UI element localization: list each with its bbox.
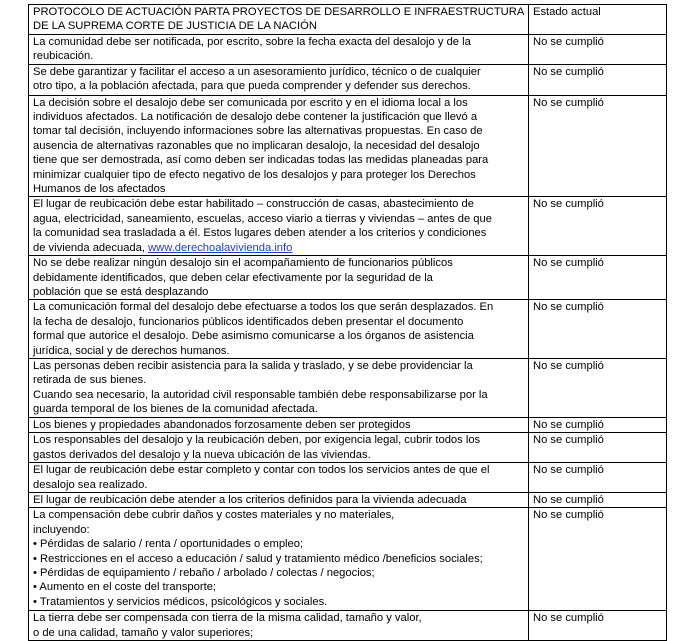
- protocol-compliance-table: [28, 4, 667, 641]
- requirement-line: o de una calidad, tamaño y valor superiores;: [33, 626, 254, 639]
- requirement-line: retirada de sus bienes.: [33, 374, 147, 387]
- status-cell: No se cumplió: [529, 95, 667, 197]
- requirement-cell: [29, 64, 529, 95]
- requirement-line: la fecha de desalojo, funcionarios públicos identificados deben presentar el documento: [33, 315, 464, 328]
- status-cell: No se cumplió: [529, 463, 667, 493]
- requirement-line: gastos derivados del desalojo y la nueva ubicación de las viviendas.: [33, 448, 371, 461]
- table-row: [29, 64, 667, 95]
- requirement-line: [33, 241, 525, 255]
- status-cell: No se cumplió: [529, 433, 667, 463]
- requirement-line: tiene que ser demostrada, así como deben ser indicadas todas las medidas planeadas para: [33, 154, 489, 167]
- requirement-cell: [29, 95, 529, 197]
- requirement-cell: [29, 197, 529, 256]
- requirement-line: La comunicación formal del desalojo debe efectuarse a todos los que serán desplazados. En: [33, 301, 494, 314]
- requirement-line: incluyendo:: [33, 523, 90, 536]
- status-cell: No se cumplió: [529, 64, 667, 95]
- requirement-line: La tierra debe ser compensada con tierra de la misma calidad, tamaño y valor,: [33, 612, 422, 625]
- requirement-cell: [29, 508, 529, 611]
- requirement-line: La compensación debe cubrir daños y costes materiales y no materiales,: [33, 509, 395, 522]
- requirement-line: población que se está desplazando: [33, 285, 209, 298]
- header-protocol-title: [29, 5, 529, 35]
- requirement-cell: [29, 34, 529, 64]
- requirement-line: No se debe realizar ningún desalojo sin el acompañamiento de funcionarios públicos: [33, 257, 453, 270]
- requirement-line: individuos afectados. La notificación de desalojo debe contener la justificación que llevó a: [33, 111, 478, 124]
- header-title-line: PROTOCOLO DE ACTUACIÓN PARTA PROYECTOS DE DESARROLLO E INFRAESTRUCTURA: [33, 6, 525, 18]
- requirement-line: El lugar de reubicación debe atender a los criterios definidos para la vivienda adecuada: [33, 493, 467, 506]
- requirement-line: guarda temporal de los bienes de la comunidad afectada.: [33, 403, 318, 416]
- table-row: [29, 492, 667, 507]
- requirement-line: agua, electricidad, saneamiento, escuelas, acceso viario a tierras y viviendas – antes de que: [33, 212, 492, 225]
- requirement-line: otro tipo, a la población afectada, para que pueda comprender y defender sus derechos.: [33, 80, 471, 93]
- requirement-line: Humanos de los afectados: [33, 183, 166, 196]
- requirement-line: El lugar de reubicación debe estar habilitado – construcción de casas, abastecimiento de: [33, 198, 474, 211]
- status-cell: No se cumplió: [529, 358, 667, 417]
- derechoalavivienda-link[interactable]: www.derechoalavivienda.info: [148, 241, 293, 254]
- compensation-bullet-item: • Tratamientos y servicios médicos, psicológicos y sociales.: [33, 595, 328, 608]
- table-header-row: [29, 5, 667, 35]
- table-row: [29, 95, 667, 197]
- table-row: [29, 300, 667, 359]
- requirement-line: debidamente identificados, que deben celar efectivamente por la seguridad de la: [33, 271, 433, 284]
- status-cell: No se cumplió: [529, 256, 667, 300]
- table-row: [29, 611, 667, 641]
- requirement-cell: [29, 300, 529, 359]
- requirement-line: formal que autorice el desalojo. Debe asimismo comunicarse a los órganos de asistencia: [33, 330, 474, 343]
- requirement-line: Las personas deben recibir asistencia para la salida y traslado, y se debe providenciar la: [33, 359, 473, 372]
- compensation-bullet-item: • Pérdidas de salario / renta / oportunidades o empleo;: [33, 538, 304, 551]
- header-title-line: DE LA SUPREMA CORTE DE JUSTICIA DE LA NACIÓN: [33, 20, 317, 33]
- requirement-line: tomar tal decisión, incluyendo informaciones sobre las alternativas propuestas. En caso de: [33, 125, 483, 138]
- header-status-column: Estado actual: [529, 5, 667, 35]
- table-row: [29, 358, 667, 417]
- table-row: [29, 463, 667, 493]
- requirement-line: La decisión sobre el desalojo debe ser comunicada por escrito y en el idioma local a los: [33, 96, 468, 109]
- requirement-line-prefix: de vivienda adecuada,: [33, 241, 149, 254]
- requirement-cell: [29, 417, 529, 432]
- requirement-line: El lugar de reubicación debe estar completo y contar con todos los servicios antes de que el: [33, 464, 490, 477]
- requirement-line: minimizar cualquier tipo de efecto negativo de los desalojos y para proteger los Derechos: [33, 168, 476, 181]
- requirement-cell: [29, 256, 529, 300]
- compensation-bullet-item: • Restricciones en el acceso a educación / salud y tratamiento médico /beneficios sociales;: [33, 552, 483, 565]
- table-row: [29, 256, 667, 300]
- compensation-bullet-item: • Aumento en el coste del transporte;: [33, 581, 217, 594]
- requirement-cell: [29, 463, 529, 493]
- table-row: [29, 417, 667, 432]
- status-cell: No se cumplió: [529, 197, 667, 256]
- requirement-cell: [29, 611, 529, 641]
- requirement-cell: [29, 433, 529, 463]
- requirement-line: Se debe garantizar y facilitar el acceso a un asesoramiento jurídico, técnico o de cualquier: [33, 65, 481, 78]
- requirement-line: la comunidad sea trasladada a él. Estos lugares deben atender a los criterios y condiciones: [33, 227, 487, 240]
- status-cell: No se cumplió: [529, 34, 667, 64]
- requirement-line: reubicación.: [33, 50, 94, 63]
- requirement-line: ausencia de alternativas razonables que no implicaran desalojo, la necesidad del desalojo: [33, 139, 480, 152]
- compensation-bullet-item: • Pérdidas de equipamiento / rebaño / arbolado / colectas / negocios;: [33, 567, 375, 579]
- table-row: [29, 197, 667, 256]
- requirement-line: La comunidad debe ser notificada, por escrito, sobre la fecha exacta del desalojo y de la: [33, 35, 471, 48]
- requirement-line: Cuando sea necesario, la autoridad civil responsable también debe responsabilizarse por la: [33, 388, 488, 401]
- table-row: [29, 34, 667, 64]
- requirement-line: Los responsables del desalojo y la reubicación deben, por exigencia legal, cubrir todos los: [33, 434, 481, 447]
- requirement-cell: [29, 358, 529, 417]
- requirement-line: jurídica, social y de derechos humanos.: [33, 344, 230, 357]
- status-cell: No se cumplió: [529, 611, 667, 641]
- status-cell: No se cumplió: [529, 300, 667, 359]
- table-row: [29, 433, 667, 463]
- requirement-line: Los bienes y propiedades abandonados forzosamente deben ser protegidos: [33, 418, 411, 431]
- table-row: [29, 508, 667, 611]
- requirement-cell: [29, 492, 529, 507]
- status-cell: No se cumplió: [529, 508, 667, 611]
- status-cell: No se cumplió: [529, 492, 667, 507]
- status-cell: No se cumplió: [529, 417, 667, 432]
- requirement-line: desalojo sea realizado.: [33, 478, 148, 491]
